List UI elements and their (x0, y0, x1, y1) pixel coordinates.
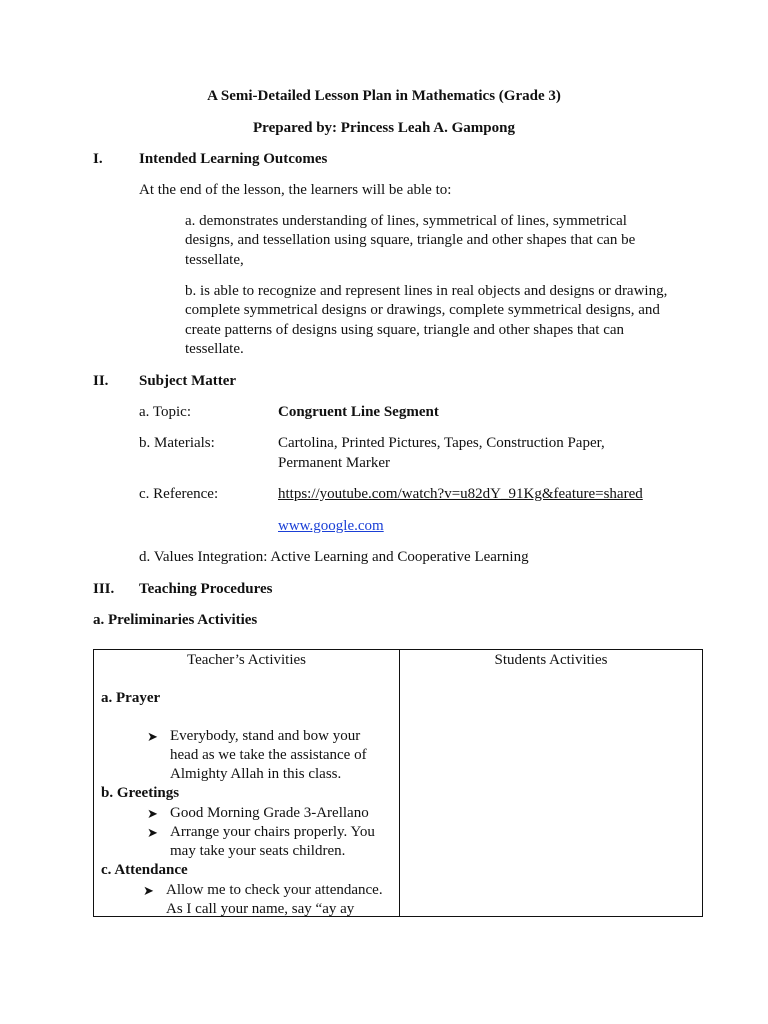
students-activities-header: Students Activities (494, 652, 608, 668)
bullet-arrow-icon: ➤ (147, 825, 158, 840)
preliminaries-subheading: a. Preliminaries Activities (93, 612, 258, 628)
materials-value-line-2: Permanent Marker (278, 455, 391, 471)
activities-table (93, 649, 703, 917)
topic-value: Congruent Line Segment (278, 404, 439, 420)
section-1-intro: At the end of the lesson, the learners will be able to: (139, 182, 452, 198)
section-3-heading: Teaching Procedures (139, 581, 273, 597)
section-2-numeral: II. (93, 373, 109, 389)
students-activities-cell (400, 650, 703, 917)
materials-label: b. Materials: (139, 435, 215, 451)
attendance-item (166, 881, 383, 919)
reference-link-google-text[interactable]: www.google.com (278, 518, 384, 534)
section-2-heading: Subject Matter (139, 373, 237, 389)
document-title: A Semi-Detailed Lesson Plan in Mathematics (Grade 3) (207, 88, 561, 104)
greetings-line: may take your seats children. (170, 843, 346, 860)
bullet-arrow-icon: ➤ (147, 729, 158, 744)
teacher-activities-header: Teacher’s Activities (186, 652, 307, 668)
prepared-by: Prepared by: Princess Leah A. Gampong (253, 120, 515, 136)
attendance-line: As I call your name, say “ay ay (166, 901, 355, 918)
greetings-heading: b. Greetings (101, 785, 180, 801)
bullet-arrow-icon: ➤ (143, 883, 154, 898)
greetings-line: Arrange your chairs properly. You (170, 824, 375, 840)
prayer-line: head as we take the assistance of (170, 747, 367, 764)
prayer-item (170, 727, 367, 785)
outcome-a: a. demonstrates understanding of lines, symmetrical of lines, symmetrical designs, and tessellation using square, triangle and other shapes that can be tessellate, (185, 213, 636, 268)
greetings-item: Good Morning Grade 3-Arellano (170, 805, 369, 821)
topic-label: a. Topic: (139, 404, 191, 420)
bullet-arrow-icon: ➤ (147, 806, 158, 821)
attendance-heading: c. Attendance (101, 862, 188, 878)
greetings-item (170, 823, 375, 861)
reference-link-youtube-text[interactable]: https://youtube.com/watch?v=u82dY_91Kg&feature=shared (278, 486, 643, 502)
outcome-b: b. is able to recognize and represent lines in real objects and designs or drawing, complete symmetrical designs or drawings, complete symmetrical designs, and create patterns of designs using square, triangle and other shapes that can tessellate. (185, 283, 668, 357)
materials-value-line-1: Cartolina, Printed Pictures, Tapes, Construction Paper, (278, 435, 605, 451)
reference-link-google[interactable] (278, 517, 384, 536)
section-1-numeral: I. (93, 151, 103, 167)
attendance-line: Allow me to check your attendance. (166, 882, 383, 898)
values-integration: d. Values Integration: Active Learning and Cooperative Learning (139, 549, 529, 565)
prayer-line: Almighty Allah in this class. (170, 766, 342, 783)
reference-link-youtube[interactable] (278, 485, 643, 504)
prayer-line: Everybody, stand and bow your (170, 728, 361, 744)
section-1-heading: Intended Learning Outcomes (139, 151, 328, 167)
prayer-heading: a. Prayer (101, 690, 161, 706)
reference-label: c. Reference: (139, 486, 219, 502)
teacher-activities-cell (94, 650, 400, 917)
section-3-numeral: III. (93, 581, 115, 597)
